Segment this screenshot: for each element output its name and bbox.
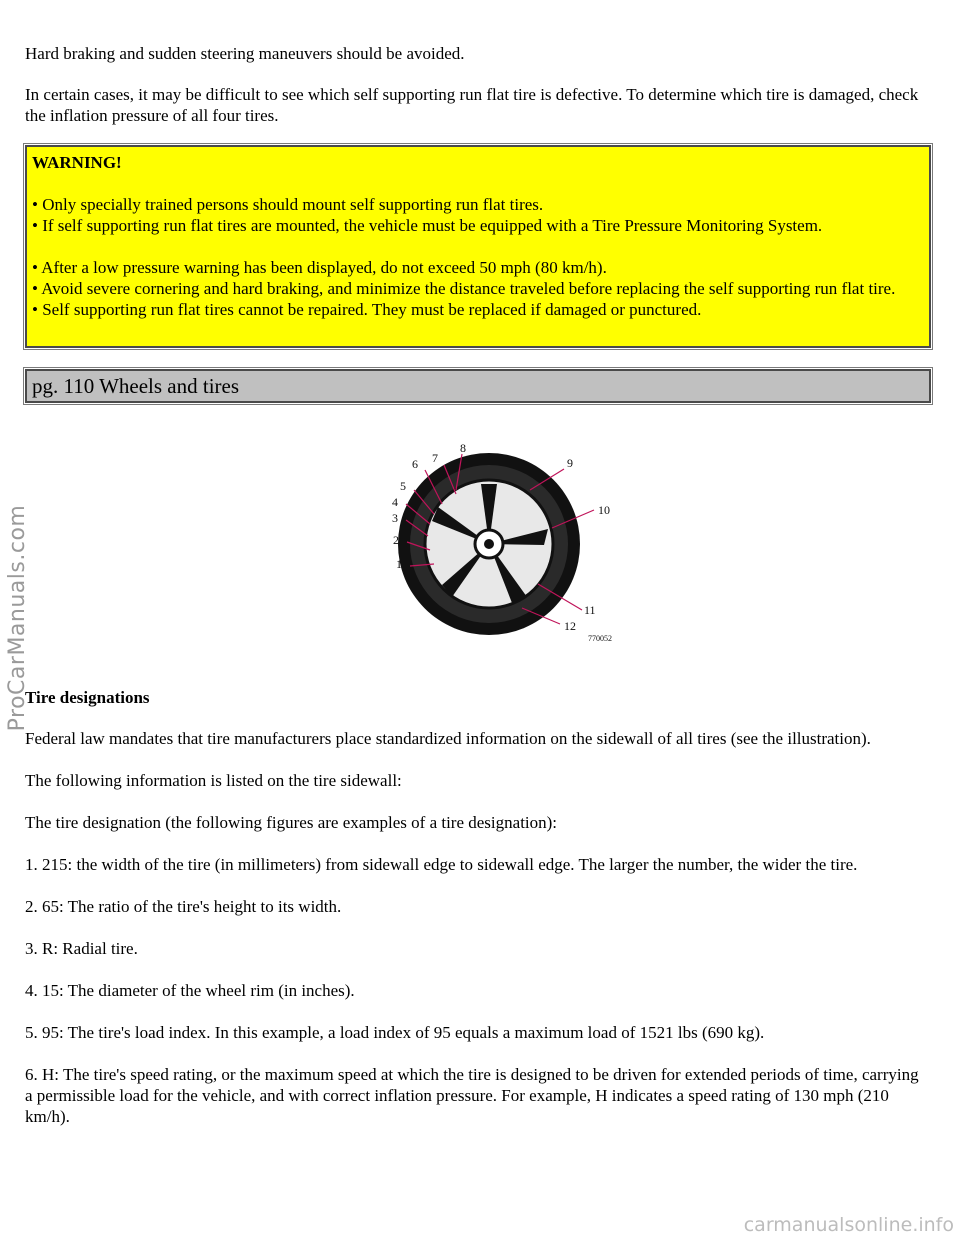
body-paragraph: 2. 65: The ratio of the tire's height to its width. (25, 897, 342, 916)
body-paragraph: 4. 15: The diameter of the wheel rim (in inches). (25, 981, 355, 1000)
callout-label: 5 (400, 479, 406, 493)
callout-label: 7 (432, 451, 438, 465)
body-paragraph: 3. R: Radial tire. (25, 939, 138, 958)
callout-label: 1 (396, 557, 402, 571)
callout-label: 10 (598, 503, 610, 517)
tire-sidewall-illustration (362, 432, 652, 652)
section-body (25, 728, 930, 1148)
warning-item: • After a low pressure warning has been displayed, do not exceed 50 mph (80 km/h). (32, 258, 607, 277)
callout-label: 8 (460, 441, 466, 455)
warning-item: • If self supporting run flat tires are mounted, the vehicle must be equipped with a Tire Pressure Monitoring System. (32, 216, 823, 235)
callout-label: 12 (564, 619, 576, 633)
page-section-header: pg. 110 Wheels and tires (25, 369, 931, 403)
intro-paragraph-1: Hard braking and sudden steering maneuvers should be avoided. (25, 44, 465, 63)
warning-item: • Avoid severe cornering and hard braking, and minimize the distance traveled before replacing the self supporting run flat tire. (32, 279, 896, 298)
tire-diagram (362, 432, 652, 652)
callout-label: 6 (412, 457, 418, 471)
body-paragraph: The following information is listed on the tire sidewall: (25, 771, 402, 790)
section-heading: Tire designations (25, 688, 150, 707)
warning-box (25, 145, 931, 348)
watermark-left: ProCarManuals.com (5, 504, 30, 732)
figure-code: 770052 (588, 634, 612, 643)
watermark-bottom: carmanualsonline.info (743, 1214, 954, 1236)
body-paragraph: Federal law mandates that tire manufacturers place standardized information on the sidewall of all tires (see the illustration). (25, 729, 871, 748)
body-paragraph: 1. 215: the width of the tire (in millimeters) from sidewall edge to sidewall edge. The larger the number, the wider the tire. (25, 855, 858, 874)
warning-item: • Only specially trained persons should mount self supporting run flat tires. (32, 195, 544, 214)
warning-title: WARNING! (32, 153, 122, 172)
callout-label: 2 (393, 533, 399, 547)
body-paragraph: The tire designation (the following figures are examples of a tire designation): (25, 813, 558, 832)
warning-item: • Self supporting run flat tires cannot be repaired. They must be replaced if damaged or punctured. (32, 300, 702, 319)
intro-paragraph-2: In certain cases, it may be difficult to see which self supporting run flat tire is defective. To determine which tire is damaged, check the inflation pressure of all four tires. (25, 85, 919, 125)
callout-label: 9 (567, 456, 573, 470)
body-paragraph: 6. H: The tire's speed rating, or the maximum speed at which the tire is designed to be driven for extended periods of time, carrying a permissible load for the vehicle, and with correct inflation pressure. For example, H indicates a speed rating of 130 mph (210 km/h). (25, 1065, 919, 1126)
callout-label: 11 (584, 603, 596, 617)
callout-label: 3 (392, 511, 398, 525)
callout-label: 4 (392, 495, 398, 509)
body-paragraph: 5. 95: The tire's load index. In this example, a load index of 95 equals a maximum load of 1521 lbs (690 kg). (25, 1023, 765, 1042)
